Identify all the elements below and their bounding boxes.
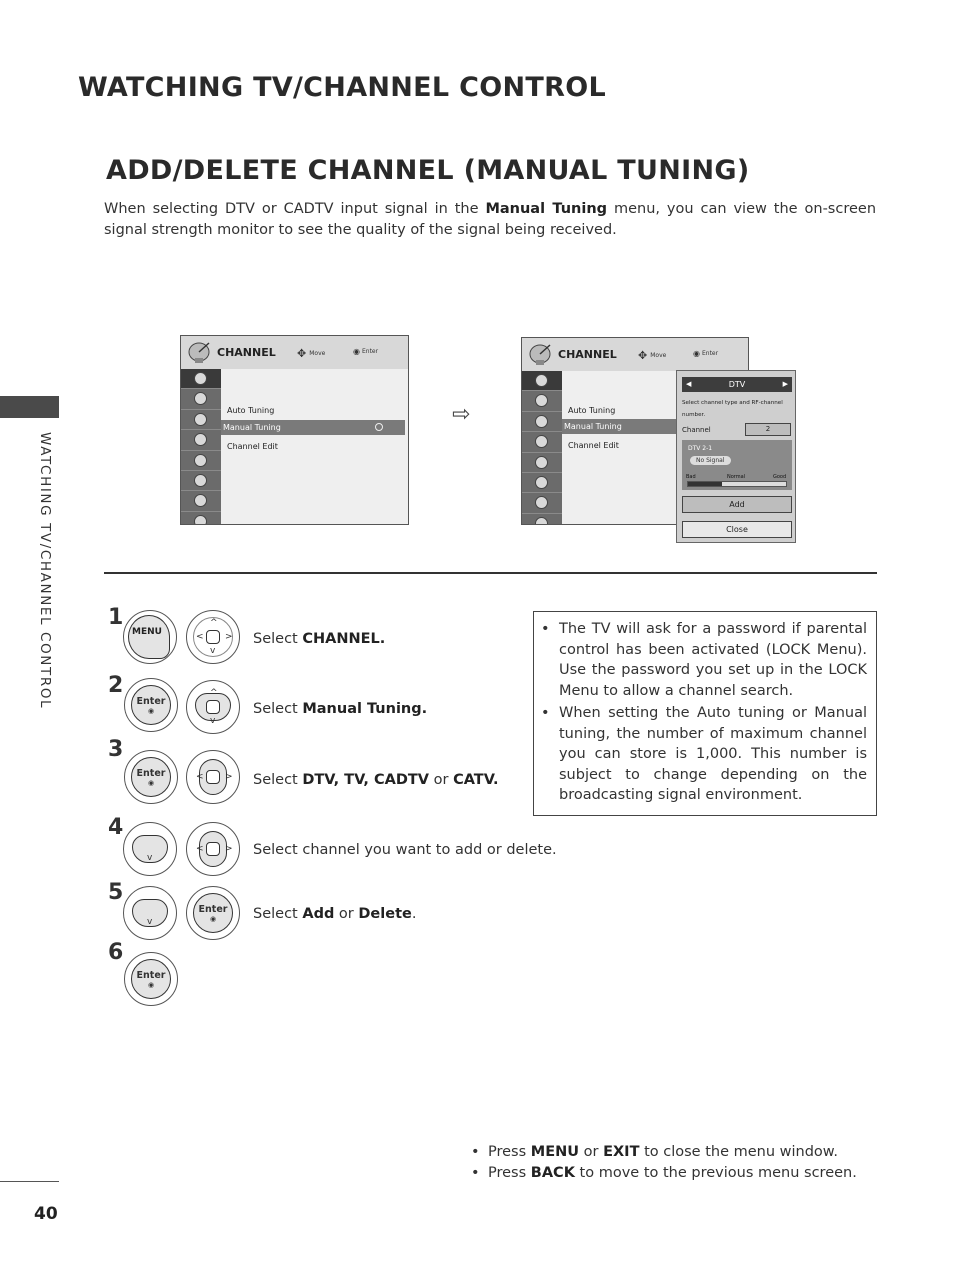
channel-category-icon[interactable]: [181, 369, 221, 389]
move-arrows-icon: ✥: [297, 347, 307, 360]
step-number: 1: [108, 605, 124, 630]
menu-category-icons: [522, 371, 562, 524]
note-item: • When setting the Auto tuning or Manual tuning, the number of maximum channel you can store is 1,000. This number is subject to change depending on the broadcasting signal environment.: [559, 703, 867, 806]
menu-title: CHANNEL: [558, 348, 617, 361]
media-category-icon[interactable]: [522, 514, 562, 525]
left-arrow-icon[interactable]: ◀: [686, 380, 692, 388]
enter-key-graphic: [124, 678, 178, 732]
time-category-icon[interactable]: [522, 432, 562, 452]
step-number: 4: [108, 815, 124, 840]
lock-category-icon[interactable]: [181, 471, 221, 491]
signal-strength-monitor: [682, 440, 792, 490]
media-category-icon[interactable]: [181, 512, 221, 525]
tv-menu-screen-before: [180, 335, 409, 525]
footer-note-back: • Press BACK to move to the previous menu screen.: [471, 1163, 857, 1184]
step-4-text: Select channel you want to add or delete.: [253, 842, 557, 858]
option-category-icon[interactable]: [522, 453, 562, 473]
picture-category-icon[interactable]: [181, 389, 221, 409]
chevron-right-icon: >: [225, 632, 233, 642]
step-number: 6: [108, 940, 124, 965]
option-category-icon[interactable]: [181, 451, 221, 471]
popup-description: Select channel type and RF-channel number.: [682, 400, 783, 418]
step-number: 2: [108, 673, 124, 698]
menu-item-auto-tuning[interactable]: Auto Tuning: [568, 406, 616, 415]
step-number: 3: [108, 737, 124, 762]
nav-pad-graphic: [186, 680, 240, 734]
enter-key-graphic: [124, 952, 178, 1006]
chevron-up-icon: ^: [210, 688, 218, 698]
section-divider: [104, 572, 877, 574]
intro-paragraph: When selecting DTV or CADTV input signal in the Manual Tuning menu, you can view the on-screen signal strength monitor to see the quality of the signal being received.: [104, 201, 877, 238]
sidebar-tab-marker: [0, 396, 59, 418]
channel-label: Channel: [682, 426, 711, 434]
note-list: [534, 612, 876, 806]
note-box: [533, 611, 877, 816]
signal-scale-normal: Normal: [727, 474, 746, 480]
enter-key-graphic: [186, 886, 240, 940]
menu-key-graphic: [123, 610, 177, 664]
chevron-left-icon: <: [196, 772, 204, 782]
input-category-icon[interactable]: [522, 493, 562, 513]
close-button[interactable]: Close: [682, 521, 792, 538]
menu-key: MENU: [128, 615, 170, 659]
note-item: • The TV will ask for a password if parental control has been activated (LOCK Menu). Use the password you set up in the LOCK Menu to allow a channel search.: [559, 619, 867, 701]
menu-title: CHANNEL: [217, 346, 276, 359]
menu-item-auto-tuning[interactable]: Auto Tuning: [227, 406, 275, 415]
satellite-dish-icon: [187, 340, 213, 364]
menu-category-icons: [181, 369, 221, 524]
down-key-graphic: [123, 822, 177, 876]
channel-type-value: DTV: [728, 380, 746, 389]
chevron-left-icon: <: [196, 844, 204, 854]
signal-scale-good: Good: [773, 474, 787, 480]
next-step-arrow-icon: ⇨: [452, 402, 471, 427]
enter-dot-icon: ◉: [147, 707, 155, 715]
channel-type-selector[interactable]: [682, 377, 792, 392]
ok-center-icon: [206, 842, 220, 856]
enter-hint: ◉ Enter: [353, 347, 379, 356]
chevron-down-icon: v: [147, 853, 153, 863]
chevron-down-icon: v: [210, 646, 216, 656]
chevron-right-icon: >: [225, 844, 233, 854]
selected-radio-icon: [375, 423, 383, 431]
chevron-down-icon: v: [210, 716, 216, 726]
chevron-right-icon: >: [225, 772, 233, 782]
satellite-dish-icon: [528, 342, 554, 366]
add-button[interactable]: Add: [682, 496, 792, 513]
menu-header: [181, 336, 408, 370]
ok-center-icon: [206, 630, 220, 644]
enter-key: Enter ◉: [131, 959, 171, 999]
signal-strength-fill: [688, 482, 722, 486]
signal-scale-bad: Bad: [686, 474, 696, 480]
step-3-text: Select DTV, TV, CADTV or CATV.: [253, 772, 499, 788]
sidebar-section-label: WATCHING TV/CHANNEL CONTROL: [37, 432, 53, 710]
signal-channel-label: DTV 2-1: [688, 445, 713, 452]
nav-pad-graphic: [186, 750, 240, 804]
enter-circle-icon: ◉: [693, 349, 700, 358]
ok-center-icon: [206, 700, 220, 714]
enter-circle-icon: ◉: [353, 347, 360, 356]
picture-category-icon[interactable]: [522, 391, 562, 411]
menu-item-channel-edit[interactable]: Channel Edit: [568, 441, 619, 450]
move-arrows-icon: ✥: [638, 349, 648, 362]
right-arrow-icon[interactable]: ▶: [782, 380, 788, 388]
move-hint: ✥ Move: [297, 347, 326, 360]
menu-item-channel-edit[interactable]: Channel Edit: [227, 442, 278, 451]
nav-pad-graphic: [186, 822, 240, 876]
enter-key-graphic: [124, 750, 178, 804]
audio-category-icon[interactable]: [522, 412, 562, 432]
enter-hint: ◉ Enter: [693, 349, 719, 358]
channel-number-field[interactable]: 2: [745, 423, 791, 436]
menu-header: [522, 338, 748, 372]
step-5-text: Select Add or Delete.: [253, 906, 417, 922]
menu-item-manual-tuning[interactable]: Manual Tuning: [221, 420, 405, 435]
signal-strength-bar: [687, 481, 787, 487]
channel-category-icon[interactable]: [522, 371, 562, 391]
menu-item-manual-tuning[interactable]: Manual Tuning: [562, 419, 745, 434]
ok-center-icon: [206, 770, 220, 784]
page-number-rule: [0, 1181, 59, 1182]
lock-category-icon[interactable]: [522, 473, 562, 493]
input-category-icon[interactable]: [181, 491, 221, 511]
menu-list: [221, 369, 408, 524]
footer-note-menu-exit: • Press MENU or EXIT to close the menu window.: [471, 1142, 857, 1163]
section-title: WATCHING TV/CHANNEL CONTROL: [78, 72, 606, 103]
enter-dot-icon: ◉: [147, 779, 155, 787]
manual-tuning-popup: [676, 370, 796, 543]
step-1-text: Select CHANNEL.: [253, 631, 386, 647]
step-number: 5: [108, 880, 124, 905]
enter-dot-icon: ◉: [209, 915, 217, 923]
chevron-left-icon: <: [196, 632, 204, 642]
page-title: ADD/DELETE CHANNEL (MANUAL TUNING): [106, 155, 750, 186]
enter-dot-icon: ◉: [147, 981, 155, 989]
step-2-text: Select Manual Tuning.: [253, 701, 428, 717]
enter-key: Enter ◉: [131, 685, 171, 725]
signal-status-badge: No Signal: [690, 456, 731, 465]
chevron-up-icon: ^: [210, 618, 218, 628]
enter-key: Enter ◉: [193, 893, 233, 933]
time-category-icon[interactable]: [181, 430, 221, 450]
enter-key: Enter ◉: [131, 757, 171, 797]
down-key-graphic: [123, 886, 177, 940]
chevron-down-icon: v: [147, 917, 153, 927]
move-hint: ✥ Move: [638, 349, 667, 362]
nav-pad-graphic: [186, 610, 240, 664]
footer-notes: [471, 1142, 857, 1184]
audio-category-icon[interactable]: [181, 410, 221, 430]
page-number: 40: [34, 1204, 58, 1224]
